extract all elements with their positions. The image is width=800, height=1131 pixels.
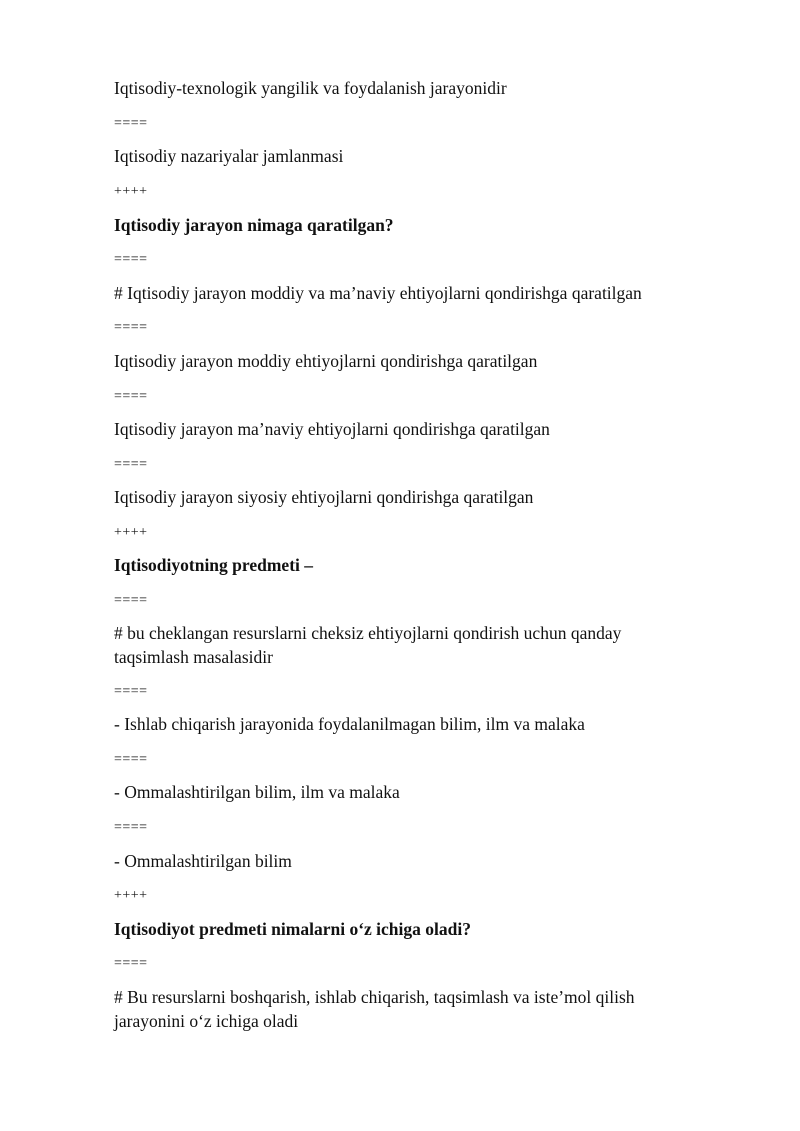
option-separator: ==== [114, 684, 148, 699]
question-text: Iqtisodiyotning predmeti – [114, 555, 314, 575]
answer-option: Iqtisodiy-texnologik yangilik va foydalanish jarayonidir [114, 78, 507, 98]
option-separator: ==== [114, 820, 148, 835]
answer-option: Iqtisodiy nazariyalar jamlanmasi [114, 146, 344, 166]
option-separator: ==== [114, 593, 148, 608]
answer-option: - Ommalashtirilgan bilim, ilm va malaka [114, 782, 400, 802]
answer-option: - Ishlab chiqarish jarayonida foydalanilmagan bilim, ilm va malaka [114, 714, 585, 734]
answer-option: - Ommalashtirilgan bilim [114, 851, 292, 871]
correct-answer-option: # Iqtisodiy jarayon moddiy va ma’naviy ehtiyojlarni qondirishga qaratilgan [114, 283, 642, 303]
option-separator: ==== [114, 956, 148, 971]
option-separator: ==== [114, 252, 148, 267]
correct-answer-option: # bu cheklangan resurslarni cheksiz ehtiyojlarni qondirish uchun qanday taqsimlash masalasidir [114, 623, 622, 667]
question-separator: ++++ [114, 525, 148, 540]
option-separator: ==== [114, 457, 148, 472]
question-separator: ++++ [114, 888, 148, 903]
option-separator: ==== [114, 116, 148, 131]
correct-answer-option: # Bu resurslarni boshqarish, ishlab chiqarish, taqsimlash va iste’mol qilish jarayonini o‘z ichiga oladi [114, 987, 635, 1031]
option-separator: ==== [114, 752, 148, 767]
option-separator: ==== [114, 320, 148, 335]
answer-option: Iqtisodiy jarayon moddiy ehtiyojlarni qondirishga qaratilgan [114, 351, 538, 371]
answer-option: Iqtisodiy jarayon ma’naviy ehtiyojlarni qondirishga qaratilgan [114, 419, 550, 439]
option-separator: ==== [114, 389, 148, 404]
answer-option: Iqtisodiy jarayon siyosiy ehtiyojlarni qondirishga qaratilgan [114, 487, 534, 507]
question-separator: ++++ [114, 184, 148, 199]
question-text: Iqtisodiy jarayon nimaga qaratilgan? [114, 215, 394, 235]
question-text: Iqtisodiyot predmeti nimalarni o‘z ichiga oladi? [114, 919, 471, 939]
